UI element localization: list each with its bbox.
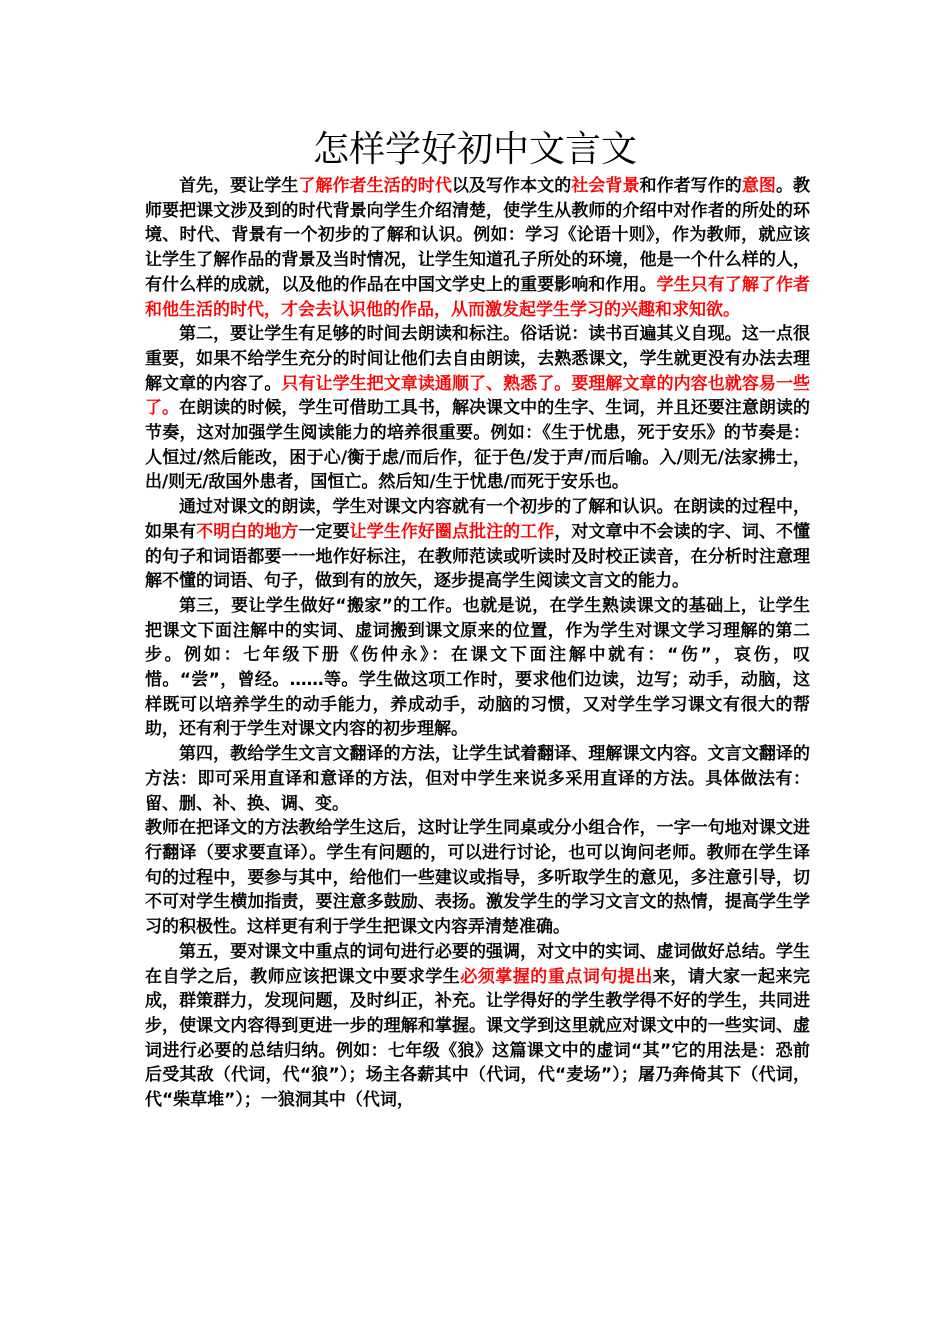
document-body [145, 174, 810, 1113]
text-segment: 。教师要把课文涉及到的时代背景向学生介绍清楚，使学生从教师的介绍中对作者的所处的环境、时代、背景有一个初步的了解和认识。例如：学习《论语十则》，作为教师，就应该让学生了解作品的背景及当时情况，让学生知道孔子所处的环境，他是一个什么样的人，有什么样的成就，以及他的作品在中国文学史上的重要影响和作用。 [145, 176, 811, 295]
highlighted-text: 必须掌握的重点词句提出 [460, 966, 653, 987]
text-segment: 一定要 [298, 521, 350, 542]
text-segment: 首先，要让学生 [179, 176, 299, 196]
paragraph [145, 940, 810, 1113]
highlighted-text: 学生只有了解了作者和他生活的时代，才会去认识他的作品，从而激发起学生学习的兴趣和求知欲。 [145, 274, 810, 320]
paragraph [145, 174, 810, 322]
paragraph [145, 816, 810, 940]
document-title: 怎样学好初中文言文 [312, 129, 637, 170]
paragraph [145, 742, 810, 816]
paragraph [145, 495, 810, 594]
highlighted-text: 了解作者生活的时代 [298, 176, 452, 196]
highlighted-text: 意图 [741, 176, 776, 196]
text-segment: 第五，要对课文中重点的词句进行必要的强调，对文中的实词、虚词做好总结。学生在自学之后，教师应该把课文中要求学生 [145, 941, 810, 987]
paragraph [145, 322, 810, 495]
text-segment: 来，请大家一起来完成，群策群力，发现问题，及时纠正，补充。让学得好的学生教学得不好的学生，共同进步，使课文内容得到更进一步的理解和掌握。课文学到这里就应对课文中的一些实词、虚词进行必要的总结归纳。例如：七年级《狼》这篇课文中的虚词“其”它的用法是：恐前后受其敌（代词，代“狼”）；场主各薪其中（代词，代“麦场”）；屠乃奔倚其下（代词，代“柴草堆”）；一狼洞其中（代词， [145, 966, 811, 1111]
text-segment: ，对文章中不会读的字、词、不懂的句子和词语都要一一地作好标注，在教师范读或听读时及时校正读音，在分析时注意理解不懂的词语、句子，做到有的放矢，逐步提高学生阅读文言文的能力。 [145, 521, 811, 592]
text-segment: 通过对课文的朗读，学生对课文内容就有一个初步的了解和认识。在朗读的过程中，如果有 [145, 497, 810, 542]
text-segment: 和作者写作的 [639, 176, 742, 196]
text-segment: 教师在把译文的方法教给学生这后，这时让学生同桌或分小组合作，一字一句地对课文进行翻译（要求要直译）。学生有问题的，可以进行讨论，也可以询问老师。教师在学生译句的过程中，要参与其中，给他们一些建议或指导，多听取学生的意见，多注意引导，切不可对学生横加指责，要注意多鼓励、表扬。激发学生的学习文言文的热情，提高学生学习的积极性。这样更有利于学生把课文内容弄清楚准确。 [145, 818, 810, 938]
text-segment: 第二，要让学生有足够的时间去朗读和标注。俗话说：读书百遍其义自现。这一点很重要，如果不给学生充分的时间让他们去自由朗读，去熟悉课文，学生就更没有办法去理解文章的内容了。 [145, 324, 810, 394]
highlighted-text: 不明白的地方 [196, 521, 299, 542]
highlighted-text: 社会背景 [571, 176, 640, 196]
text-segment: 第三，要让学生做好“搬家”的工作。也就是说，在学生熟读课文的基础上，让学生把课文下面注解中的实词、虚词搬到课文原来的位置，作为学生对课文学习理解的第二步。例如：七年级下册《伤仲永》：在课文下面注解中就有：“伤”，哀伤，叹惜。“尝”，曾经。……等。学生做这项工作时，要求他们边读，边写；动手，动脑，这样既可以培养学生的动手能力，养成动手，动脑的习惯，又对学生学习课文有很大的帮助，还有利于学生对课文内容的初步理解。 [145, 595, 810, 740]
text-segment: 以及写作本文的 [451, 176, 572, 196]
highlighted-text: 只有让学生把文章读通顺了、熟悉了。要理解文章的内容也就容易一些了。 [145, 373, 810, 419]
text-segment: 第四，教给学生文言文翻译的方法，让学生试着翻译、理解课文内容。文言文翻译的方法：即可采用直译和意译的方法，但对中学生来说多采用直译的方法。具体做法有：留、删、补、换、调、变。 [145, 744, 810, 814]
paragraph [145, 594, 810, 742]
highlighted-text: 让学生作好圈点批注的工作 [349, 521, 555, 542]
text-segment: 在朗读的时候，学生可借助工具书，解决课文中的生字、生词，并且还要注意朗读的节奏，这对加强学生阅读能力的培养很重要。例如：《生于忧患，死于安乐》的节奏是：人恒过/然后能改，困于心/衡于虑/而后作，征于色/发于声/而后喻。入/则无/法家拂士，出/则无/敌国外患者，国恒亡。然后知/生于忧患/而死于安乐也。 [145, 398, 811, 493]
